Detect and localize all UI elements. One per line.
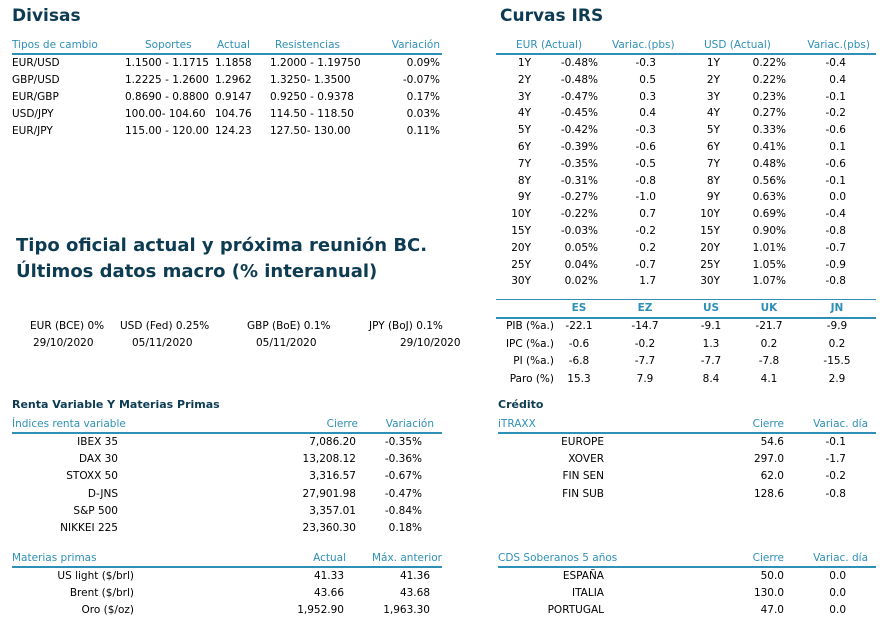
eur-var-cell: 1.7	[639, 275, 656, 288]
itraxx-variac-cell: -0.2	[825, 470, 846, 483]
commodity-max-cell: 43.68	[399, 587, 430, 600]
macro-label-cell: IPC (%a.)	[505, 337, 554, 350]
materias-header-row	[12, 550, 442, 567]
materias-row	[12, 602, 442, 619]
macro-header-uk: UK	[760, 302, 778, 314]
curvas-row	[496, 273, 876, 290]
divisas-table	[12, 37, 442, 147]
eur-tenor-cell: 1Y	[517, 57, 531, 69]
index-cierre-cell: 27,901.98	[302, 487, 356, 500]
materias-table	[12, 550, 442, 622]
bank-boj-label: JPY (BoJ) 0.1%	[369, 320, 443, 332]
macro-ez-cell: 7.9	[636, 372, 654, 385]
soportes-cell: 100.00- 104.60	[125, 108, 206, 120]
commodity-name-cell: Oro ($/oz)	[81, 604, 134, 617]
eur-var-cell: 0.3	[639, 90, 656, 103]
itraxx-name-cell: FIN SEN	[562, 470, 604, 483]
curvas-row	[496, 122, 876, 139]
macro-row	[496, 371, 876, 388]
macro-label-cell: PIB (%a.)	[506, 320, 554, 332]
usd-tenor-cell: 20Y	[700, 241, 720, 254]
usd-actual-cell: 0.33%	[752, 124, 786, 137]
itraxx-name-cell: EUROPE	[561, 436, 604, 448]
divisas-row	[12, 106, 442, 123]
usd-tenor-cell: 9Y	[706, 191, 720, 204]
macro-uk-cell: -21.7	[755, 320, 783, 332]
soportes-cell: 115.00 - 120.00	[125, 125, 209, 137]
commodity-name-cell: Brent ($/brl)	[69, 587, 134, 600]
materias-row	[12, 568, 442, 585]
soportes-cell: 1.2225 - 1.2600	[125, 74, 209, 86]
usd-tenor-cell: 8Y	[706, 174, 720, 187]
cds-table	[498, 550, 876, 622]
curvas-row	[496, 156, 876, 173]
eur-tenor-cell: 3Y	[517, 90, 531, 103]
renta-table	[12, 416, 442, 541]
index-name-cell: STOXX 50	[66, 470, 118, 483]
curvas-table	[496, 37, 876, 297]
pair-cell: EUR/USD	[12, 57, 60, 69]
resistencias-cell: 1.2000 - 1.19750	[270, 57, 361, 69]
materias-header-name: Materias primas	[12, 552, 97, 564]
index-name-cell: NIKKEI 225	[60, 522, 118, 534]
eur-tenor-cell: 15Y	[511, 225, 531, 237]
credito-header-variac: Variac. día	[813, 418, 868, 430]
index-variacion-cell: -0.47%	[384, 487, 422, 500]
divisas-header-row	[12, 37, 442, 54]
divisas-row	[12, 89, 442, 106]
index-cierre-cell: 3,316.57	[309, 470, 356, 483]
eur-var-cell: -0.2	[635, 225, 656, 237]
usd-var-cell: -0.1	[825, 90, 846, 103]
index-name-cell: DAX 30	[79, 453, 118, 466]
commodity-actual-cell: 41.33	[313, 570, 344, 582]
eur-tenor-cell: 25Y	[511, 258, 531, 271]
itraxx-cierre-cell: 297.0	[753, 453, 784, 466]
renta-header-cierre: Cierre	[326, 418, 358, 430]
commodity-actual-cell: 43.66	[313, 587, 344, 600]
macro-ez-cell: -7.7	[634, 355, 656, 367]
curvas-row	[496, 89, 876, 106]
cds-header-variac: Variac. día	[813, 552, 868, 564]
divisas-header-pair: Tipos de cambio	[12, 39, 98, 51]
curvas-row	[496, 72, 876, 89]
usd-actual-cell: 0.48%	[752, 157, 786, 170]
cds-row	[498, 602, 876, 619]
usd-tenor-cell: 3Y	[706, 90, 720, 103]
macro-jn-cell: -9.9	[826, 320, 848, 332]
credito-row	[498, 486, 876, 503]
credito-title: Crédito	[498, 398, 544, 411]
tipo-oficial-title-line1: Tipo oficial actual y próxima reunión BC.	[16, 235, 428, 256]
renta-row	[12, 434, 442, 451]
eur-tenor-cell: 9Y	[517, 191, 531, 204]
divisas-header-resistencias: Resistencias	[275, 39, 340, 51]
usd-actual-cell: 0.69%	[752, 208, 786, 221]
macro-es-cell: -0.6	[568, 337, 590, 350]
macro-es-cell: -22.1	[565, 320, 593, 332]
eur-var-cell: -0.7	[635, 258, 656, 271]
eur-actual-cell: -0.22%	[560, 208, 598, 221]
pair-cell: GBP/USD	[12, 74, 60, 86]
macro-es-cell: 15.3	[567, 372, 591, 385]
cds-cierre-cell: 130.0	[753, 587, 784, 600]
eur-tenor-cell: 7Y	[517, 157, 531, 170]
bank-ecb-date: 29/10/2020	[33, 337, 94, 349]
variacion-cell: 0.03%	[406, 108, 440, 120]
pair-cell: EUR/JPY	[12, 125, 53, 137]
actual-cell: 1.2962	[215, 74, 252, 86]
itraxx-name-cell: XOVER	[568, 453, 604, 466]
usd-tenor-cell: 4Y	[706, 107, 720, 120]
cds-row	[498, 568, 876, 585]
resistencias-cell: 114.50 - 118.50	[270, 108, 354, 120]
renta-row	[12, 468, 442, 485]
eur-actual-cell: -0.47%	[560, 90, 598, 103]
bank-boe-date: 05/11/2020	[256, 337, 317, 349]
eur-actual-cell: -0.39%	[560, 141, 598, 153]
curvas-row	[496, 240, 876, 257]
itraxx-name-cell: FIN SUB	[562, 487, 604, 500]
curvas-header-eur: EUR (Actual)	[516, 39, 583, 51]
macro-table	[496, 299, 876, 389]
macro-label-cell: PI (%a.)	[513, 355, 554, 367]
curvas-title: Curvas IRS	[500, 6, 604, 26]
cds-header-name: CDS Soberanos 5 años	[498, 552, 618, 564]
materias-header-max: Máx. anterior	[371, 552, 442, 564]
variacion-cell: -0.07%	[402, 74, 440, 86]
actual-cell: 104.76	[215, 108, 252, 120]
bank-boe-label: GBP (BoE) 0.1%	[247, 320, 331, 332]
itraxx-cierre-cell: 62.0	[760, 470, 784, 483]
macro-uk-cell: -7.8	[758, 355, 780, 367]
commodity-name-cell: US light ($/brl)	[57, 570, 134, 582]
eur-tenor-cell: 4Y	[517, 107, 531, 120]
credito-header-row	[498, 416, 876, 433]
credito-header-itraxx: iTRAXX	[498, 418, 536, 430]
eur-var-cell: -0.3	[635, 124, 656, 137]
materias-header-actual: Actual	[313, 552, 346, 564]
usd-tenor-cell: 7Y	[706, 157, 720, 170]
curvas-row	[496, 139, 876, 156]
bank-fed-date: 05/11/2020	[132, 337, 193, 349]
macro-jn-cell: 2.9	[828, 372, 846, 385]
index-cierre-cell: 13,208.12	[302, 453, 356, 466]
usd-var-cell: -0.4	[825, 208, 846, 221]
eur-tenor-cell: 5Y	[517, 124, 531, 137]
cds-variac-cell: 0.0	[829, 587, 846, 600]
eur-tenor-cell: 10Y	[511, 208, 531, 221]
cds-country-cell: PORTUGAL	[547, 604, 604, 617]
macro-header-es: ES	[571, 302, 587, 314]
index-name-cell: D-JNS	[87, 487, 118, 500]
index-variacion-cell: -0.35%	[384, 436, 422, 448]
macro-ez-cell: -14.7	[631, 320, 659, 332]
credito-table	[498, 416, 876, 511]
index-cierre-cell: 23,360.30	[302, 522, 356, 534]
commodity-max-cell: 1,963.30	[383, 604, 430, 617]
cds-variac-cell: 0.0	[829, 604, 846, 617]
macro-jn-cell: 0.2	[828, 337, 846, 350]
usd-var-cell: -0.8	[825, 225, 846, 237]
eur-actual-cell: -0.48%	[560, 57, 598, 69]
index-variacion-cell: -0.67%	[384, 470, 422, 483]
macro-header-row	[496, 300, 876, 317]
usd-actual-cell: 1.01%	[752, 241, 786, 254]
usd-tenor-cell: 25Y	[700, 258, 720, 271]
actual-cell: 1.1858	[215, 57, 252, 69]
eur-actual-cell: 0.02%	[564, 275, 598, 288]
macro-uk-cell: 0.2	[760, 337, 778, 350]
index-variacion-cell: -0.84%	[384, 504, 422, 517]
usd-tenor-cell: 5Y	[706, 124, 720, 137]
usd-tenor-cell: 2Y	[706, 73, 720, 86]
curvas-header-row	[496, 37, 876, 54]
index-cierre-cell: 3,357.01	[309, 504, 356, 517]
actual-cell: 0.9147	[215, 91, 252, 103]
curvas-row	[496, 105, 876, 122]
divisas-row	[12, 123, 442, 140]
usd-var-cell: -0.1	[825, 174, 846, 187]
cds-header-row	[498, 550, 876, 567]
cds-cierre-cell: 47.0	[760, 604, 784, 617]
soportes-cell: 0.8690 - 0.8800	[125, 91, 209, 103]
variacion-cell: 0.11%	[406, 125, 440, 137]
eur-actual-cell: -0.48%	[560, 73, 598, 86]
resistencias-cell: 0.9250 - 0.9378	[270, 91, 354, 103]
bank-boj-date: 29/10/2020	[400, 337, 461, 349]
curvas-header-usd: USD (Actual)	[704, 39, 771, 51]
eur-var-cell: -0.6	[635, 141, 656, 153]
eur-var-cell: 0.7	[639, 208, 656, 221]
curvas-row	[496, 173, 876, 190]
macro-es-cell: -6.8	[568, 355, 590, 367]
eur-var-cell: 0.5	[639, 73, 656, 86]
credito-row	[498, 451, 876, 468]
credito-row	[498, 434, 876, 451]
usd-tenor-cell: 6Y	[706, 141, 720, 153]
usd-actual-cell: 1.07%	[752, 275, 786, 288]
variacion-cell: 0.17%	[406, 91, 440, 103]
usd-actual-cell: 0.23%	[752, 90, 786, 103]
eur-tenor-cell: 2Y	[517, 73, 531, 86]
macro-header-jn: JN	[830, 302, 844, 314]
curvas-row	[496, 206, 876, 223]
usd-var-cell: -0.8	[825, 275, 846, 288]
eur-tenor-cell: 6Y	[517, 141, 531, 153]
usd-var-cell: -0.6	[825, 157, 846, 170]
usd-var-cell: -0.9	[825, 258, 846, 271]
itraxx-variac-cell: -0.1	[825, 436, 846, 448]
usd-var-cell: -0.7	[825, 241, 846, 254]
eur-tenor-cell: 20Y	[511, 241, 531, 254]
eur-var-cell: 0.4	[639, 107, 656, 120]
divisas-title: Divisas	[12, 6, 81, 26]
index-variacion-cell: 0.18%	[388, 522, 422, 534]
renta-title: Renta Variable Y Materias Primas	[12, 398, 220, 411]
usd-var-cell: -0.4	[825, 57, 846, 69]
curvas-row	[496, 257, 876, 274]
eur-actual-cell: -0.27%	[560, 191, 598, 204]
eur-actual-cell: -0.42%	[560, 124, 598, 137]
itraxx-variac-cell: -1.7	[825, 453, 846, 466]
bank-rates	[0, 318, 480, 358]
usd-actual-cell: 0.27%	[752, 107, 786, 120]
usd-tenor-cell: 1Y	[706, 57, 720, 69]
curvas-header-usd-var: Variac.(pbs)	[807, 39, 870, 51]
usd-actual-cell: 0.22%	[752, 73, 786, 86]
pair-cell: EUR/GBP	[12, 91, 59, 103]
credito-header-cierre: Cierre	[752, 418, 784, 430]
usd-var-cell: -0.2	[825, 107, 846, 120]
macro-row	[496, 336, 876, 353]
curvas-row	[496, 189, 876, 206]
curvas-row	[496, 55, 876, 72]
soportes-cell: 1.1500 - 1.1715	[125, 57, 209, 69]
usd-var-cell: 0.1	[829, 141, 846, 153]
renta-row	[12, 486, 442, 503]
renta-header-row	[12, 416, 442, 433]
usd-actual-cell: 0.22%	[752, 57, 786, 69]
bank-fed-label: USD (Fed) 0.25%	[120, 320, 210, 332]
usd-var-cell: 0.0	[829, 191, 846, 204]
usd-actual-cell: 1.05%	[752, 258, 786, 271]
resistencias-cell: 127.50- 130.00	[270, 125, 351, 137]
itraxx-cierre-cell: 128.6	[753, 487, 784, 500]
macro-us-cell: -7.7	[700, 355, 722, 367]
eur-tenor-cell: 8Y	[517, 174, 531, 187]
eur-var-cell: -0.5	[635, 157, 656, 170]
macro-row	[496, 318, 876, 335]
usd-tenor-cell: 30Y	[700, 275, 720, 288]
usd-var-cell: -0.6	[825, 124, 846, 137]
usd-actual-cell: 0.90%	[752, 225, 786, 237]
divisas-header-variacion: Variación	[391, 39, 440, 51]
macro-us-cell: 8.4	[702, 372, 720, 385]
divisas-header-soportes: Soportes	[145, 39, 192, 51]
commodity-max-cell: 41.36	[399, 570, 430, 582]
macro-uk-cell: 4.1	[760, 372, 778, 385]
macro-us-cell: 1.3	[702, 337, 720, 350]
itraxx-variac-cell: -0.8	[825, 487, 846, 500]
curvas-row	[496, 223, 876, 240]
renta-row	[12, 451, 442, 468]
renta-row	[12, 503, 442, 520]
tipo-oficial-title-line2: Últimos datos macro (% interanual)	[16, 261, 378, 282]
commodity-actual-cell: 1,952.90	[297, 604, 344, 617]
index-name-cell: S&P 500	[73, 504, 118, 517]
macro-jn-cell: -15.5	[823, 355, 851, 367]
eur-tenor-cell: 30Y	[511, 275, 531, 288]
eur-actual-cell: -0.35%	[560, 157, 598, 170]
renta-row	[12, 520, 442, 537]
usd-actual-cell: 0.41%	[752, 141, 786, 153]
cds-variac-cell: 0.0	[829, 570, 846, 582]
itraxx-cierre-cell: 54.6	[760, 436, 784, 448]
macro-label-cell: Paro (%)	[509, 372, 554, 385]
macro-ez-cell: -0.2	[634, 337, 656, 350]
divisas-row	[12, 55, 442, 72]
eur-actual-cell: -0.31%	[560, 174, 598, 187]
macro-us-cell: -9.1	[700, 320, 722, 332]
credito-row	[498, 468, 876, 485]
eur-var-cell: -1.0	[635, 191, 656, 204]
renta-header-variacion: Variación	[385, 418, 434, 430]
index-name-cell: IBEX 35	[77, 436, 118, 448]
eur-var-cell: -0.3	[635, 57, 656, 69]
usd-actual-cell: 0.56%	[752, 174, 786, 187]
cds-header-cierre: Cierre	[752, 552, 784, 564]
divisas-header-actual: Actual	[217, 39, 250, 51]
eur-actual-cell: -0.03%	[560, 225, 598, 237]
eur-actual-cell: 0.05%	[564, 241, 598, 254]
macro-header-ez: EZ	[637, 302, 653, 314]
eur-actual-cell: -0.45%	[560, 107, 598, 120]
cds-country-cell: ITALIA	[571, 587, 604, 600]
eur-var-cell: -0.8	[635, 174, 656, 187]
materias-row	[12, 585, 442, 602]
pair-cell: USD/JPY	[12, 108, 54, 120]
index-variacion-cell: -0.36%	[384, 453, 422, 466]
usd-tenor-cell: 10Y	[700, 208, 720, 221]
eur-actual-cell: 0.04%	[564, 258, 598, 271]
bank-ecb-label: EUR (BCE) 0%	[30, 320, 105, 332]
actual-cell: 124.23	[215, 125, 252, 137]
cds-row	[498, 585, 876, 602]
renta-header-index: Índices renta variable	[12, 418, 126, 430]
macro-header-us: US	[702, 302, 720, 314]
cds-country-cell: ESPAÑA	[562, 570, 604, 582]
cds-cierre-cell: 50.0	[760, 570, 784, 582]
eur-var-cell: 0.2	[639, 241, 656, 254]
macro-row	[496, 353, 876, 370]
index-cierre-cell: 7,086.20	[309, 436, 356, 448]
variacion-cell: 0.09%	[406, 57, 440, 69]
usd-var-cell: 0.4	[829, 73, 846, 86]
curvas-header-eur-var: Variac.(pbs)	[612, 39, 675, 51]
resistencias-cell: 1.3250- 1.3500	[270, 74, 351, 86]
usd-actual-cell: 0.63%	[752, 191, 786, 204]
divisas-row	[12, 72, 442, 89]
usd-tenor-cell: 15Y	[700, 225, 720, 237]
